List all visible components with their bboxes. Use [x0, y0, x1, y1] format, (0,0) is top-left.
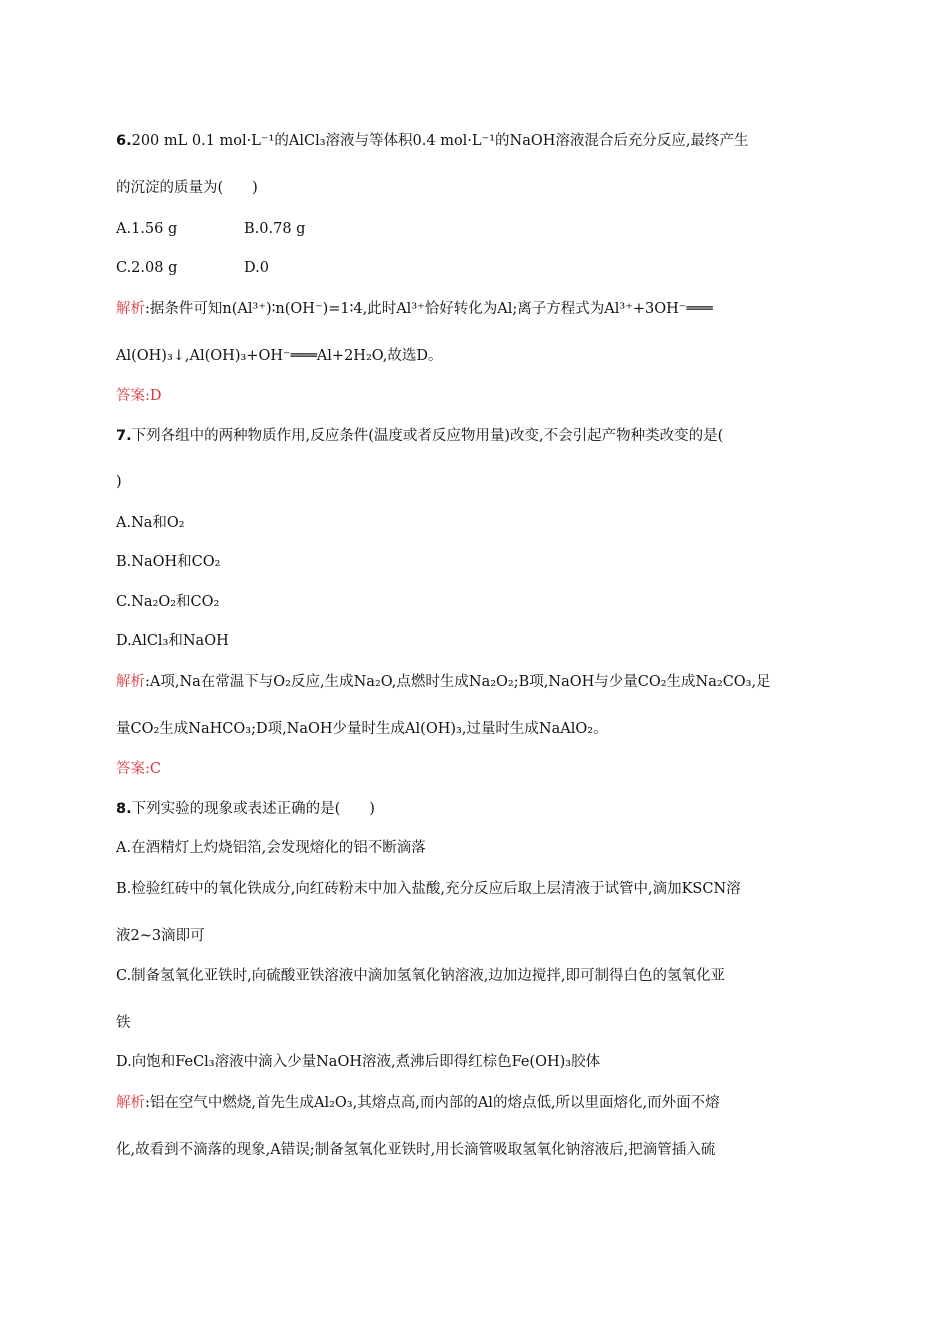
q6-analysis-line1: 解析:据条件可知n(Al³⁺)∶n(OH⁻)=1∶4,此时Al³⁺恰好转化为Al;离子方程式为Al³⁺+3OH⁻═══: [116, 301, 713, 317]
q6-option-b: B.0.78 g: [244, 221, 306, 237]
q7-number: 7.: [116, 428, 132, 444]
q6-option-d: D.0: [244, 260, 269, 276]
q7-answer-label: 答案: [116, 761, 145, 777]
q6-answer-value: :D: [145, 388, 162, 404]
q7-option-a: A.Na和O₂: [116, 515, 185, 531]
q6-option-a: A.1.56 g: [116, 221, 178, 237]
q7-option-c: C.Na₂O₂和CO₂: [116, 594, 220, 610]
q6-answer-label: 答案: [116, 388, 145, 404]
q8-option-a: A.在酒精灯上灼烧铝箔,会发现熔化的铝不断滴落: [116, 840, 426, 856]
q6-option-c: C.2.08 g: [116, 260, 178, 276]
q6-answer: [116, 386, 162, 406]
q8-option-c-line2: 铁: [116, 1015, 131, 1031]
q8-option-c-line1: C.制备氢氧化亚铁时,向硫酸亚铁溶液中滴加氢氧化钠溶液,边加边搅拌,即可制得白色的氢氧化亚: [116, 968, 726, 984]
q7-stem-line1: 7.下列各组中的两种物质作用,反应条件(温度或者反应物用量)改变,不会引起产物种类改变的是(: [116, 428, 724, 444]
q7-option-b: B.NaOH和CO₂: [116, 554, 221, 570]
q8-analysis-line1: 解析:铝在空气中燃烧,首先生成Al₂O₃,其熔点高,而内部的Al的熔点低,所以里面熔化,而外面不熔: [116, 1095, 720, 1111]
q6-number: 6.: [116, 133, 132, 149]
q8-option-b-line1: B.检验红砖中的氧化铁成分,向红砖粉末中加入盐酸,充分反应后取上层清液于试管中,滴加KSCN溶: [116, 881, 741, 897]
q6-stem-line1: 6.200 mL 0.1 mol·L⁻¹的AlCl₃溶液与等体积0.4 mol·L⁻¹的NaOH溶液混合后充分反应,最终产生: [116, 133, 749, 149]
q6-stem-line2: 的沉淀的质量为( ): [116, 180, 258, 196]
q7-analysis-line1: 解析:A项,Na在常温下与O₂反应,生成Na₂O,点燃时生成Na₂O₂;B项,NaOH与少量CO₂生成Na₂CO₃,足: [116, 674, 771, 690]
q7-stem-line2: ): [116, 474, 122, 490]
q8-analysis-line2: 化,故看到不滴落的现象,A错误;制备氢氧化亚铁时,用长滴管吸取氢氧化钠溶液后,把滴管插入硫: [116, 1142, 716, 1158]
q7-analysis-label: 解析: [116, 674, 145, 690]
q8-stem-line1: 8.下列实验的现象或表述正确的是( ): [116, 801, 375, 817]
q8-option-b-line2: 液2~3滴即可: [116, 928, 205, 944]
q6-analysis-line2: Al(OH)₃↓,Al(OH)₃+OH⁻═══Al+2H₂O,故选D。: [116, 348, 443, 364]
q7-answer-value: :C: [145, 761, 161, 777]
q8-option-d: D.向饱和FeCl₃溶液中滴入少量NaOH溶液,煮沸后即得红棕色Fe(OH)₃胶体: [116, 1054, 601, 1070]
q8-analysis-label: 解析: [116, 1095, 145, 1111]
q7-analysis-line2: 量CO₂生成NaHCO₃;D项,NaOH少量时生成Al(OH)₃,过量时生成NaAlO₂。: [116, 721, 608, 737]
q8-number: 8.: [116, 801, 132, 817]
q7-option-d: D.AlCl₃和NaOH: [116, 633, 229, 649]
q6-analysis-label: 解析: [116, 301, 145, 317]
q7-answer: [116, 759, 161, 779]
